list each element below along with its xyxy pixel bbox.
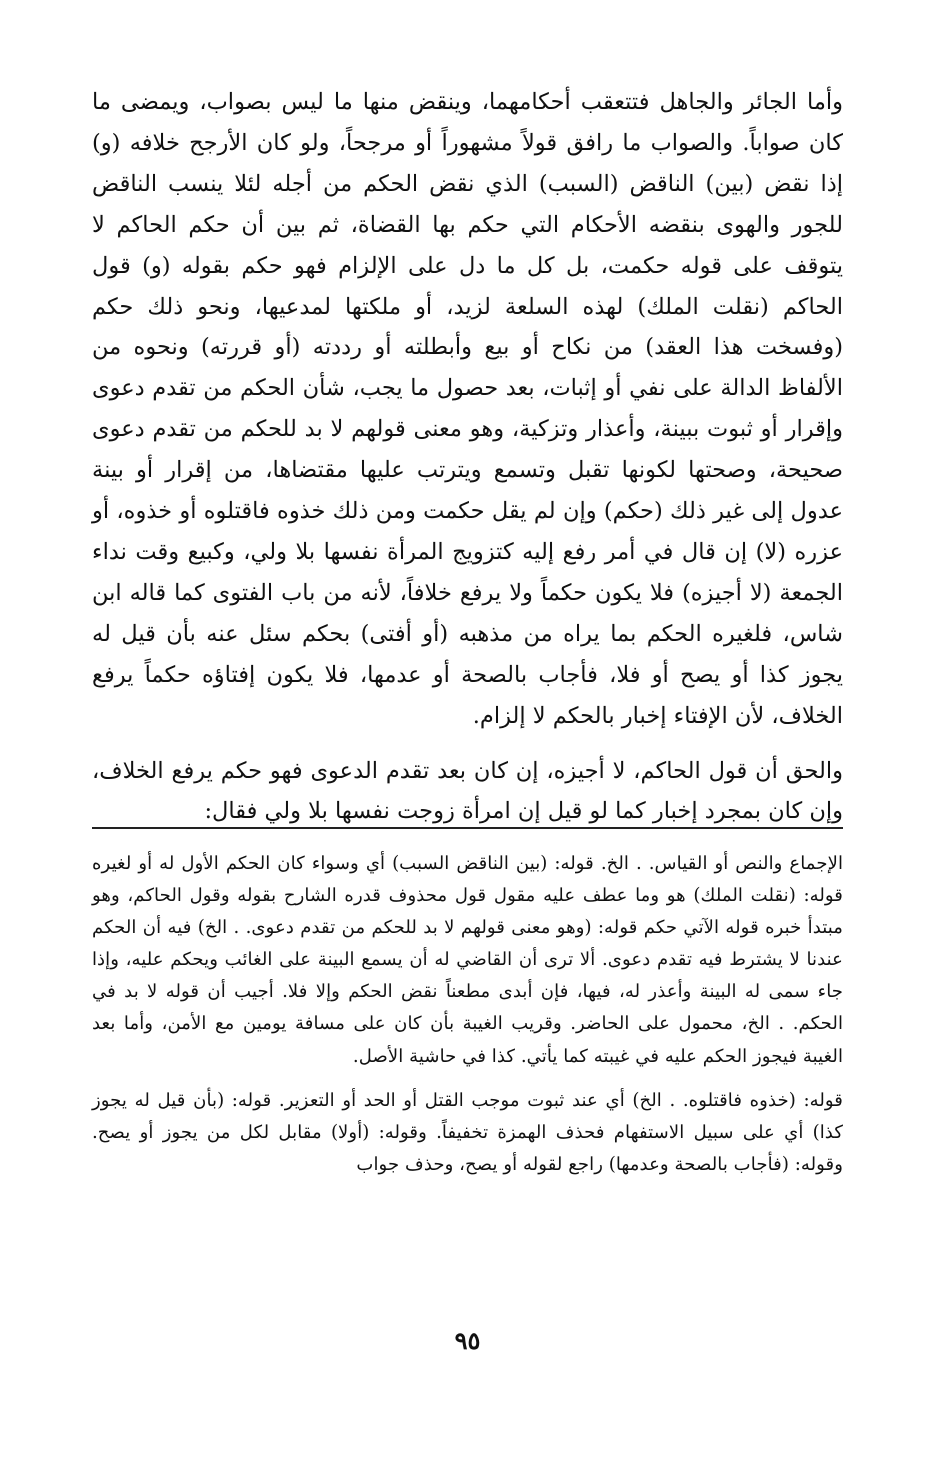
main-text (92, 82, 843, 832)
page (92, 82, 843, 1355)
main-paragraph-1: وأما الجائر والجاهل فتتعقب أحكامهما، وينقض منها ما ليس بصواب، ويمضى ما كان صواباً. والصواب ما رافق قولاً مشهوراً أو مرجحاً، ولو كان الأرجح خلافه (و) إذا نقض (بين) الناقض (السبب) الذي نقض الحكم من أجله لئلا ينسب الناقض للجور والهوى بنقضه الأحكام التي حكم بها القضاة، ثم بين أن حكم الحاكم لا يتوقف على قوله حكمت، بل كل ما دل على الإلزام فهو حكم بقوله (و) قول الحاكم (نقلت الملك) لهذه السلعة لزيد، أو ملكتها لمدعيها، ونحو ذلك حكم (وفسخت هذا العقد) من نكاح أو بيع وأبطلته أو رددته (أو قررته) ونحوه من الألفاظ الدالة على نفي أو إثبات، بعد حصول ما يجب، شأن الحكم من تقدم دعوى وإقرار أو ثبوت ببينة، وأعذار وتزكية، وهو معنى قولهم لا بد للحكم من تقدم دعوى صحيحة، وصحتها لكونها تقبل وتسمع ويترتب عليها مقتضاها، من إقرار أو بينة عدول إلى غير ذلك (حكم) وإن لم يقل حكمت ومن ذلك خذوه فاقتلوه أو خذوه، أو عزره (لا) إن قال في أمر رفع إليه كتزويج المرأة نفسها بلا ولي، وكبيع وقت نداء الجمعة (لا أجيزه) فلا يكون حكماً ولا يرفع خلافاً، لأنه من باب الفتوى كما قاله ابن شاس، فلغيره الحكم بما يراه من مذهبه (أو أفتى) بحكم سئل عنه بأن قيل له يجوز كذا أو يصح أو فلا، فأجاب بالصحة أو عدمها، فلا يكون إفتاؤه حكماً يرفع الخلاف، لأن الإفتاء إخبار بالحكم لا إلزام. (92, 89, 843, 729)
main-paragraph-2: والحق أن قول الحاكم، لا أجيزه، إن كان بعد تقدم الدعوى فهو حكم يرفع الخلاف، وإن كان بمجرد إخبار كما لو قيل إن امرأة زوجت نفسها بلا ولي فقال: (92, 757, 843, 825)
footnote-paragraph-1: الإجماع والنص أو القياس. . الخ. قوله: (بين الناقض السبب) أي وسواء كان الحكم الأول له أو لغيره قوله: (نقلت الملك) هو وما عطف عليه مقول قول محذوف قدره الشارح بقوله وقول الحاكم، وهو مبتدأ خبره قوله الآتي حكم قوله: (وهو معنى قولهم لا بد للحكم من تقدم دعوى. . الخ) فيه أن الحكم عندنا لا يشترط فيه تقدم دعوى. ألا ترى أن القاضي له أن يسمع البينة على الغائب ويحكم عليه، وإذا جاء سمى له البينة وأعذر له، فيها، فإن أبدى مطعناً نقض الحكم وإلا فلا. أجيب أن قوله لا بد في الحكم. . الخ، محمول على الحاضر. وقريب الغيبة بأن كان على مسافة يومين مع الأمن، وأما بعد الغيبة فيجوز الحكم عليه في غيبته كما يأتي. كذا في حاشية الأصل. (92, 853, 843, 1067)
footnote-divider (92, 827, 843, 829)
footnote-paragraph-2: قوله: (خذوه فاقتلوه. . الخ) أي عند ثبوت موجب القتل أو الحد أو التعزير. قوله: (بأن قيل له يجوز كذا) أي على سبيل الاستفهام فحذف الهمزة تخفيفاً. وقوله: (أولا) مقابل لكل من يجوز أو يصح. وقوله: (فأجاب بالصحة وعدمها) راجع لقوله أو يصح، وحذف جواب (92, 1089, 843, 1175)
footnotes (92, 848, 843, 1181)
page-number: ٩٥ (454, 1326, 481, 1355)
